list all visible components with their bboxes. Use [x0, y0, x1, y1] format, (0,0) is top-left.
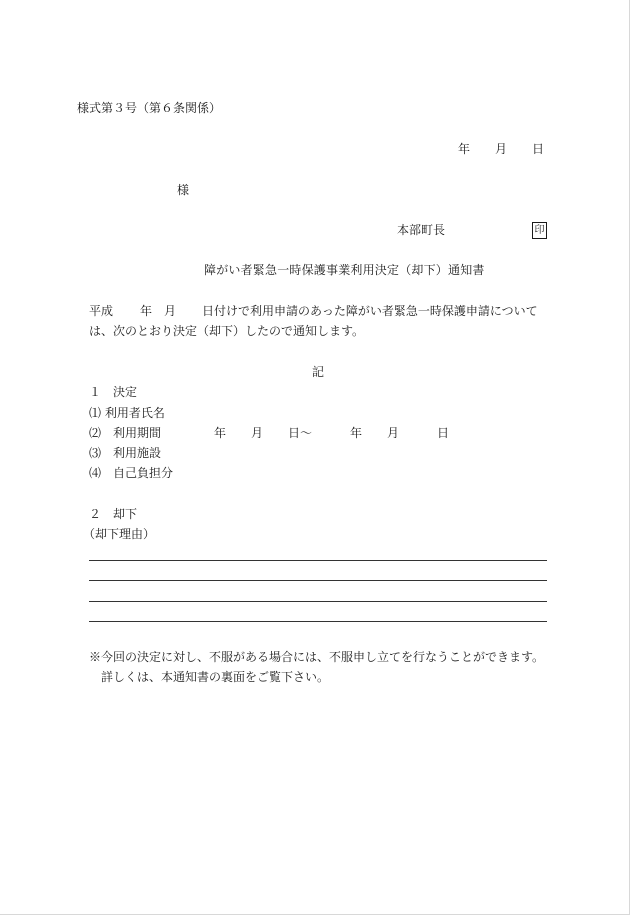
addressee-suffix: 様	[177, 183, 190, 197]
reason-line	[89, 621, 547, 622]
section2-heading: ２ 却下	[89, 507, 138, 521]
document-title: 障がい者緊急一時保護事業利用決定（却下）通知書	[204, 263, 485, 277]
seal-mark: 印	[532, 222, 547, 239]
item-period-label: ⑵ 利用期間	[89, 426, 162, 440]
body-year: 年	[140, 304, 153, 318]
section1-heading: １ 決定	[89, 385, 138, 399]
period-month2: 月	[387, 426, 400, 440]
issuer: 本部町長	[397, 223, 446, 237]
period-year1: 年	[214, 426, 227, 440]
reason-line	[89, 560, 547, 561]
ki-marker: 記	[312, 365, 325, 379]
period-year2: 年	[350, 426, 363, 440]
body-line1-rest: 日付けで利用申請のあった障がい者緊急一時保護申請について	[202, 304, 538, 318]
date-day: 日	[532, 142, 545, 156]
body-line2: は、次のとおり決定（却下）したので通知します。	[89, 324, 365, 338]
appeal-notice: ※今回の決定に対し、不服がある場合には、不服申し立てを行なうことができます。	[89, 650, 545, 664]
appeal-notice-detail: 詳しくは、本通知書の裏面をご覧下さい。	[101, 670, 330, 684]
period-month1: 月	[251, 426, 264, 440]
body-era: 平成	[89, 304, 114, 318]
date-month: 月	[495, 142, 508, 156]
period-day2: 日	[437, 426, 450, 440]
item-user-name: ⑴ 利用者氏名	[89, 406, 165, 420]
item-facility: ⑶ 利用施設	[89, 446, 162, 460]
period-day1: 日～	[288, 426, 313, 440]
reason-line	[89, 601, 547, 602]
reason-line	[89, 580, 547, 581]
rejection-reason-label: （却下理由）	[83, 527, 156, 541]
date-year: 年	[458, 142, 471, 156]
form-number: 様式第３号（第６条関係）	[77, 101, 222, 115]
body-month: 月	[164, 304, 177, 318]
item-copay: ⑷ 自己負担分	[89, 466, 174, 480]
